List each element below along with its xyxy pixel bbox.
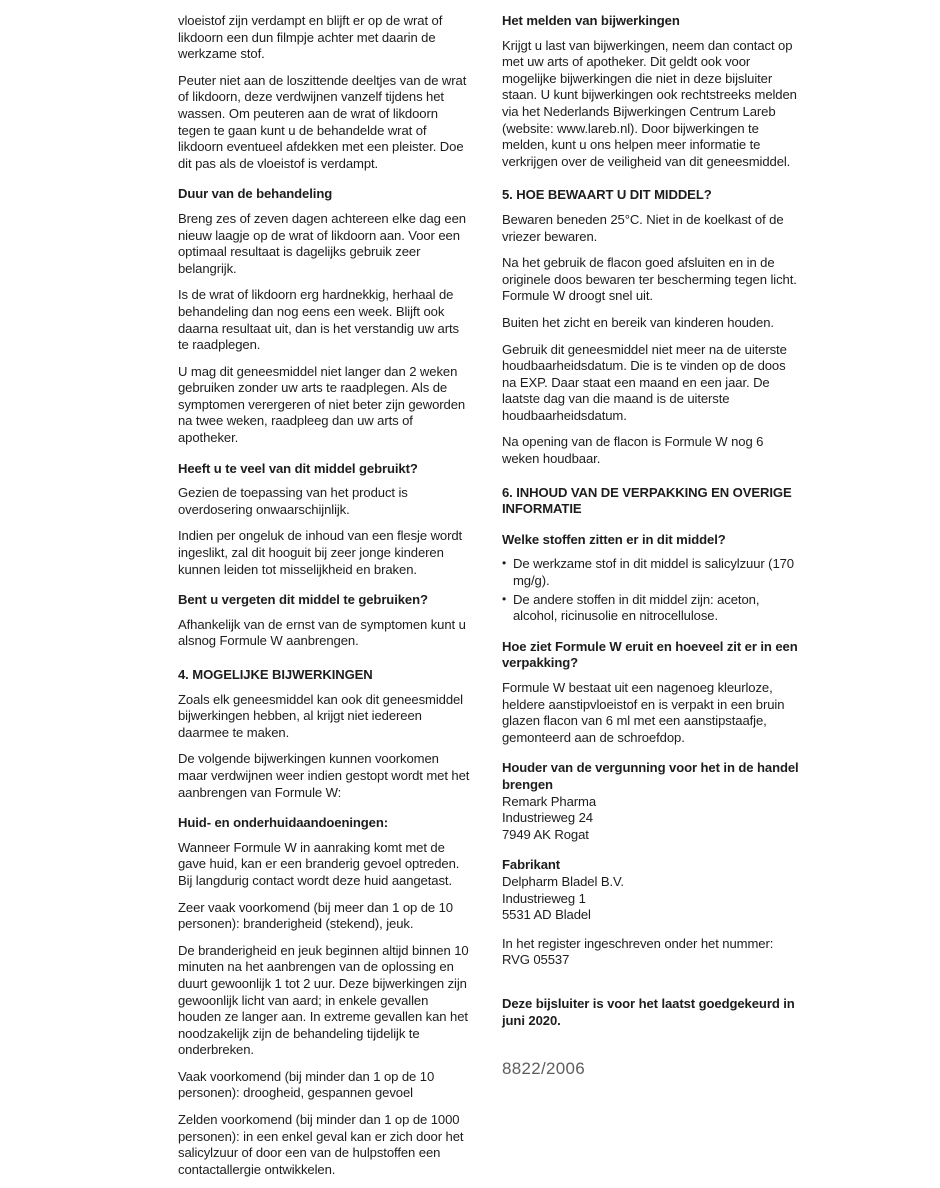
right-column — [502, 13, 802, 1079]
section-heading: 4. MOGELIJKE BIJWERKINGEN — [178, 667, 373, 682]
paragraph: Indien per ongeluk de inhoud van een flesje wordt ingeslikt, zal dit hooguit bij zeer jonge kinderen kunnen leiden tot misselijkheid en braken. — [178, 528, 463, 577]
subheading: Het melden van bijwerkingen — [502, 13, 680, 28]
paragraph: U mag dit geneesmiddel niet langer dan 2 weken gebruiken zonder uw arts te raadplegen. Als de symptomen verergeren of niet beter zijn geworden na twee weken, raadpleeg dan uw arts of apotheker. — [178, 363, 466, 446]
paragraph: Gebruik dit geneesmiddel niet meer na de uiterste houdbaarheidsdatum. Die is te vinden op de doos na EXP. Daar staat een maand en een jaar. De laatste dag van die maand is de uiterste houdbaarheidsdatum. — [502, 341, 787, 423]
section-heading: 6. INHOUD VAN DE VERPAKKING EN OVERIGE INFORMATIE — [502, 484, 792, 517]
address-line: Industrieweg 24 — [502, 810, 593, 826]
approval-note: Deze bijsluiter is voor het laatst goedgekeurd in juni 2020. — [502, 995, 795, 1028]
paragraph: Zeer vaak voorkomend (bij meer dan 1 op de 10 personen): branderigheid (stekend), jeuk. — [178, 899, 453, 932]
paragraph: Zoals elk geneesmiddel kan ook dit geneesmiddel bijwerkingen hebben, al krijgt niet iedereen daarmee te maken. — [178, 691, 463, 740]
address-block — [502, 857, 802, 923]
bullet-item — [502, 556, 802, 589]
paragraph: De branderigheid en jeuk beginnen altijd binnen 10 minuten na het aanbrengen van de oplossing en duurt gewoonlijk 1 tot 2 uur. Deze bijwerkingen zijn gewoonlijk licht van aard; in enkele gevallen houden ze langer aan. In extreme gevallen kan het noodzakelijk zijn de behandeling tijdelijk te onderbreken. — [178, 942, 469, 1058]
address-heading: Fabrikant — [502, 857, 561, 873]
bullet-icon: • — [502, 556, 507, 571]
address-block — [502, 760, 802, 843]
subheading: Heeft u te veel van dit middel gebruikt? — [178, 460, 418, 476]
paragraph: Gezien de toepassing van het product is overdosering onwaarschijnlijk. — [178, 485, 408, 517]
subheading: Huid- en onderhuidaandoeningen: — [178, 815, 389, 831]
paragraph: Peuter niet aan de loszittende deeltjes van de wrat of likdoorn, deze verdwijnen vanzelf tijdens het wassen. Om peuteren aan de wrat of likdoorn tegen te gaan kunt u de behandelde wrat of likdoorn eventueel afdekken met een pleister. Doe dit pas als de vloeistof is verdampt. — [178, 72, 467, 171]
subheading: Bent u vergeten dit middel te gebruiken? — [178, 592, 428, 608]
paragraph: Breng zes of zeven dagen achtereen elke dag een nieuw laagje op de wrat of likdoorn aan. Voor een optimaal resultaat is dagelijks gebruik zeer belangrijk. — [178, 210, 466, 276]
address-line: Industrieweg 1 — [502, 890, 586, 906]
bullet-text: De werkzame stof in dit middel is salicylzuur (170 mg/g). — [513, 556, 794, 589]
paragraph: Afhankelijk van de ernst van de symptomen kunt u alsnog Formule W aanbrengen. — [178, 616, 466, 649]
section-heading: 5. HOE BEWAART U DIT MIDDEL? — [502, 187, 712, 203]
subheading: Welke stoffen zitten er in dit middel? — [502, 531, 726, 547]
paragraph: Bewaren beneden 25°C. Niet in de koelkast of de vriezer bewaren. — [502, 211, 784, 244]
document-code: 8822/2006 — [502, 1059, 586, 1079]
paragraph: Na opening van de flacon is Formule W nog 6 weken houdbaar. — [502, 434, 764, 467]
paragraph: Zelden voorkomend (bij minder dan 1 op de 1000 personen): in een enkel geval kan er zich door het salicylzuur of door een van de hulpstoffen een contactallergie ontwikkelen. — [178, 1112, 464, 1177]
subheading: Duur van de behandeling — [178, 186, 333, 202]
address-line: 7949 AK Rogat — [502, 826, 589, 842]
bullet-item — [502, 592, 802, 625]
address-line: 5531 AD Bladel — [502, 907, 591, 923]
address-line: Delpharm Bladel B.V. — [502, 873, 624, 889]
paragraph: vloeistof zijn verdampt en blijft er op de wrat of likdoorn een dun filmpje achter met daarin de werkzame stof. — [178, 13, 443, 62]
paragraph: Wanneer Formule W in aanraking komt met de gave huid, kan er een branderig gevoel optreden. Bij langdurig contact wordt deze huid aangetast. — [178, 839, 460, 888]
bullet-icon: • — [502, 591, 507, 606]
paragraph: Vaak voorkomend (bij minder dan 1 op de 10 personen): droogheid, gespannen gevoel — [178, 1068, 435, 1101]
paragraph: Krijgt u last van bijwerkingen, neem dan contact op met uw arts of apotheker. Dit geldt ook voor mogelijke bijwerkingen die niet in deze bijsluiter staan. U kunt bijwerkingen ook rechtstreeks melden via het Nederlands Bijwerkingen Centrum Lareb (website: www.lareb.nl). Door bijwerkingen te melden, kunt u ons helpen meer informatie te verkrijgen over de veiligheid van dit geneesmiddel. — [502, 37, 797, 169]
paragraph: De volgende bijwerkingen kunnen voorkomen maar verdwijnen weer indien gestopt wordt met het aanbrengen van Formule W: — [178, 751, 470, 800]
subheading: Hoe ziet Formule W eruit en hoeveel zit er in een verpakking? — [502, 638, 798, 671]
paragraph: In het register ingeschreven onder het nummer: RVG 05537 — [502, 935, 774, 968]
paragraph: Na het gebruik de flacon goed afsluiten en in de originele doos bewaren ter bescherming tegen licht. Formule W droogt snel uit. — [502, 255, 797, 304]
address-heading: Houder van de vergunning voor het in de handel brengen — [502, 760, 799, 792]
address-line: Remark Pharma — [502, 793, 597, 809]
left-column — [178, 13, 471, 1188]
paragraph: Buiten het zicht en bereik van kinderen houden. — [502, 314, 774, 330]
paragraph: Formule W bestaat uit een nagenoeg kleurloze, heldere aanstipvloeistof en is verpakt in een bruin glazen flacon van 6 ml met een aanstipstaafje, gemonteerd aan de schroefdop. — [502, 680, 785, 745]
bullet-text: De andere stoffen in dit middel zijn: aceton, alcohol, ricinusolie en nitrocellulose. — [513, 591, 760, 624]
paragraph: Is de wrat of likdoorn erg hardnekkig, herhaal de behandeling dan nog eens een week. Blijft ook daarna resultaat uit, dan is het verstandig uw arts te raadplegen. — [178, 287, 459, 353]
